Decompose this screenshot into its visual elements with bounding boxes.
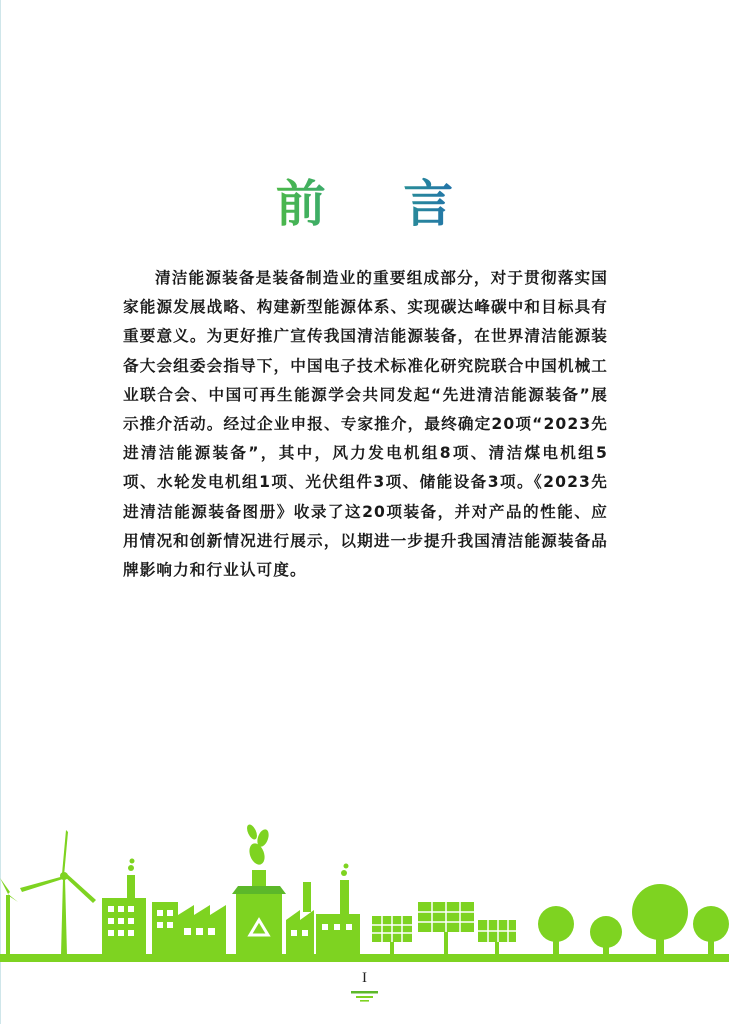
factory-icon [178, 905, 226, 955]
wind-turbine-icon-left [0, 878, 18, 955]
preface-paragraph: 清洁能源装备是装备制造业的重要组成部分，对于贯彻落实国家能源发展战略、构建新型能源体系、实现碳达峰碳中和目标具有重要意义。为更好推广宣传我国清洁能源装备，在世界清洁能源装备大会组委会指导下，中国电子技术标准化研究院联合中国机械工业联合会、中国可再生能源学会共同发起“先进清洁能源装备”展示推介活动。经过企业申报、专家推介，最终确定20项“2023先进清洁能源装备”，其中，风力发电机组8项、清洁煤电机组5项、水轮发电机组1项、光伏组件3项、储能设备3项。《2023先进清洁能源装备图册》收录了这20项装备，并对产品的性能、应用情况和创新情况进行展示，以期进一步提升我国清洁能源装备品牌影响力和行业认可度。 [123, 269, 608, 580]
wind-turbine-icon [20, 830, 96, 955]
building-icon [102, 898, 146, 955]
building-icon-2 [152, 902, 178, 955]
page-number-underline-icon [351, 989, 378, 1003]
green-energy-city-skyline-icon [0, 820, 729, 970]
chimney-icon [127, 859, 135, 901]
solar-panel-icon [372, 902, 516, 955]
ground-line [0, 954, 729, 962]
page-number: I [362, 970, 367, 986]
recycle-plant-icon [232, 823, 286, 955]
page-title: 前 言 [275, 174, 484, 233]
factory-icon-3 [316, 864, 360, 956]
factory-icon-2 [286, 882, 314, 955]
tree-icon [538, 884, 729, 955]
